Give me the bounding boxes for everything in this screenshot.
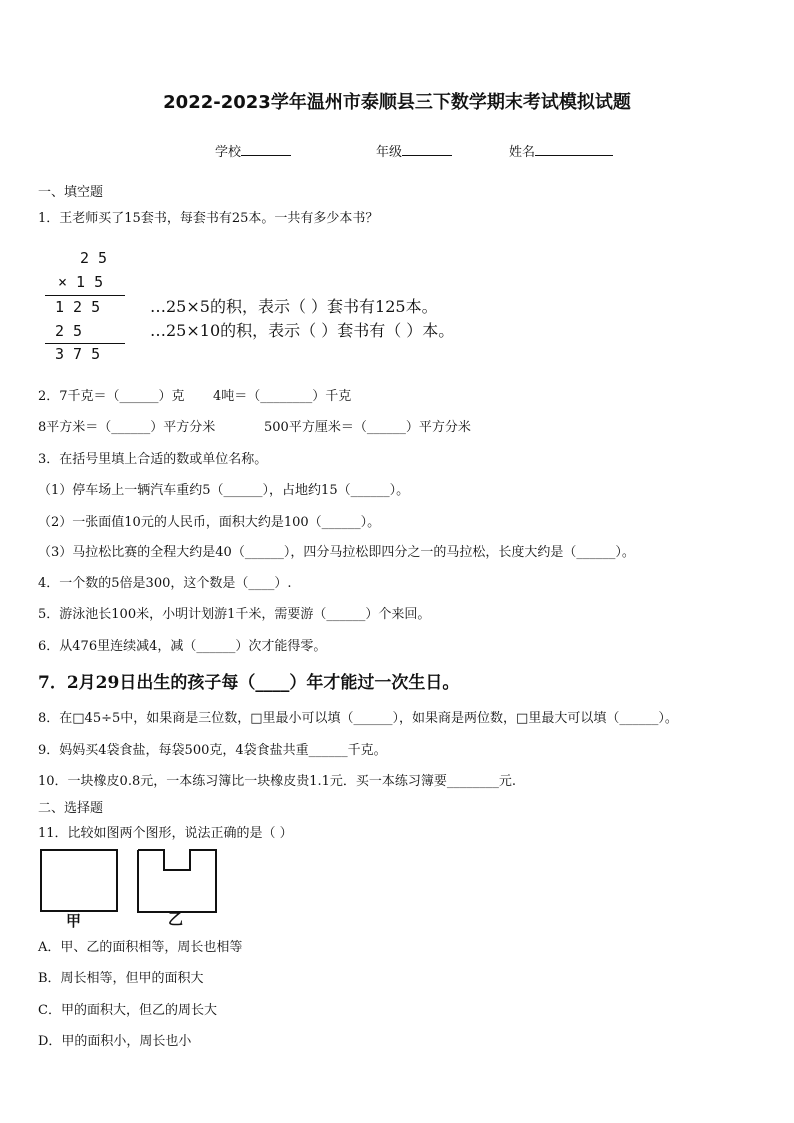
question-10: 10．一块橡皮0.8元，一本练习簿比一块橡皮贵1.1元．买一本练习簿要________元. [38, 774, 517, 789]
mul-divider-2 [45, 343, 125, 344]
question-7: 7．2月29日出生的孩子每（____）年才能过一次生日。 [38, 673, 460, 693]
option-d[interactable]: D．甲的面积小，周长也小 [38, 1034, 192, 1049]
mul-note-1: …25×5的积，表示（ ）套书有125本。 [150, 297, 438, 316]
name-label: 姓名 [509, 145, 536, 160]
grade-label: 年级 [376, 145, 403, 160]
question-2-line-2a: 8平方米＝（______）平方分米 [38, 420, 216, 435]
mul-row-3: 1 2 5 [55, 298, 101, 316]
question-2-line-1a: 2．7千克＝（______）克 [38, 389, 185, 404]
mul-divider-1 [45, 295, 125, 296]
figure-yi-notched-shape [136, 848, 218, 914]
mul-note-2: …25×10的积，表示（ ）套书有（ ）本。 [150, 321, 455, 340]
figure-label-jia: 甲 [66, 912, 82, 930]
section-heading-fill: 一、填空题 [38, 185, 104, 200]
option-b[interactable]: B．周长相等，但甲的面积大 [38, 971, 204, 986]
page-title: 2022-2023学年温州市泰顺县三下数学期末考试模拟试题 [163, 92, 631, 113]
mul-row-1: 2 5 [80, 249, 108, 267]
school-field [215, 141, 291, 160]
question-5: 5．游泳池长100米，小明计划游1千米，需要游（______）个来回。 [38, 607, 431, 622]
question-1: 1．王老师买了15套书，每套书有25本。一共有多少本书？ [38, 211, 379, 226]
school-blank[interactable] [241, 143, 291, 156]
name-blank[interactable] [535, 143, 613, 156]
question-6: 6．从476里连续减4，减（______）次才能得零。 [38, 639, 327, 654]
grade-field [376, 141, 452, 160]
school-label: 学校 [215, 145, 242, 160]
mul-row-5: 3 7 5 [55, 345, 101, 363]
figure-jia-rectangle [40, 849, 118, 912]
option-a[interactable]: A．甲、乙的面积相等，周长也相等 [38, 940, 243, 955]
question-3-part-1: （1）停车场上一辆汽车重约5（______），占地约15（______）。 [38, 483, 410, 498]
question-2-line-2b: 500平方厘米＝（______）平方分米 [264, 420, 471, 435]
mul-row-2: × 1 5 [58, 273, 104, 291]
mul-row-4: 2 5 [55, 322, 83, 340]
question-3-part-3: （3）马拉松比赛的全程大约是40（______），四分马拉松即四分之一的马拉松，长度大约是（______）。 [38, 545, 635, 560]
question-11: 11．比较如图两个图形，说法正确的是（ ） [38, 826, 293, 841]
question-8: 8．在□45÷5中，如果商是三位数，□里最小可以填（______），如果商是两位数，□里最大可以填（______）。 [38, 711, 678, 726]
question-2-line-1b: 4吨＝（________）千克 [213, 389, 352, 404]
grade-blank[interactable] [402, 143, 452, 156]
question-3-part-2: （2）一张面值10元的人民币，面积大约是100（______）。 [38, 515, 381, 530]
question-4: 4．一个数的5倍是300，这个数是（____）. [38, 576, 292, 591]
question-3: 3．在括号里填上合适的数或单位名称。 [38, 452, 268, 467]
section-heading-choice: 二、选择题 [38, 801, 104, 816]
name-field [509, 141, 613, 160]
question-9: 9．妈妈买4袋食盐，每袋500克，4袋食盐共重______千克。 [38, 743, 387, 758]
figure-label-yi: 乙 [168, 910, 184, 928]
option-c[interactable]: C．甲的面积大，但乙的周长大 [38, 1003, 217, 1018]
